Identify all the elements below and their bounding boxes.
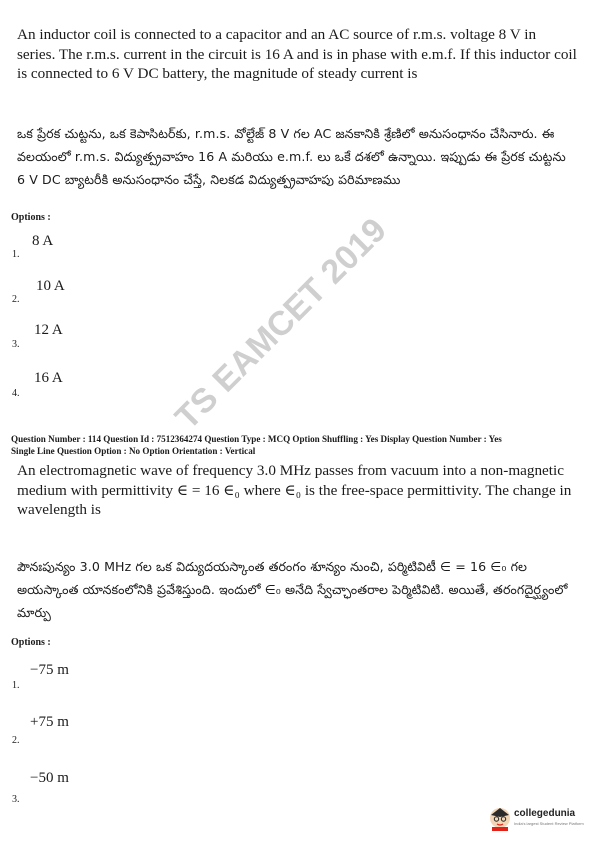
q2-option-3-value: −50 m	[30, 770, 69, 786]
options-label-2: Options :	[11, 637, 51, 648]
option-1-number: 1.	[12, 249, 20, 260]
brand-name: collegedunia	[514, 808, 576, 819]
brand-tagline: India's largest Student Review Platform	[514, 821, 584, 826]
question-meta-line-1: Question Number : 114 Question Id : 7512364274 Question Type : MCQ Option Shuffling : Yes Display Question Number : Yes	[11, 434, 502, 444]
q2-option-2-value: +75 m	[30, 714, 69, 730]
q2-option-1-value: −75 m	[30, 662, 69, 678]
q2-option-2-number: 2.	[12, 735, 20, 746]
student-avatar-icon	[488, 805, 512, 831]
question-1-telugu: ఒక ప్రేరక చుట్టను, ఒక కెపాసిటర్‌కు, r.m.s. వోల్టేజ్ 8 V గల AC జనకానికి శ్రేణిలో అనుసంధానం చేసినారు. ఈ వలయంలో r.m.s. విద్యుత్ప్రవాహం 16 A మరియు e.m.f. లు ఒకే దశలో ఉన్నాయి. ఇప్పుడు ఈ ప్రేరక చుట్టను 6 V DC బ్యాటరీకి అనుసంధానం చేస్తే, నిలకడ విద్యుత్ప్రవాహపు పరిమాణము	[17, 126, 566, 187]
options-label: Options :	[11, 212, 51, 223]
question-2-telugu: పౌనఃపున్యం 3.0 MHz గల ఒక విద్యుదయస్కాంత తరంగం శూన్యం నుంచి, పర్మిటివిటీ ∈ = 16 ∈₀ గల అయస్కాంత యానకంలోనికి ప్రవేశిస్తుంది. ఇందులో ∈₀ అనేది స్వేచ్ఛాంతరాల పెర్మిటివిటి. అయితే, తరంగదైర్ఘ్యంలో మార్పు	[17, 559, 568, 620]
question-meta-line-2: Single Line Question Option : No Option Orientation : Vertical	[11, 445, 256, 456]
option-4-value: 16 A	[34, 370, 63, 386]
question-1-english: An inductor coil is connected to a capacitor and an AC source of r.m.s. voltage 8 V in series. The r.m.s. current in the circuit is 16 A and is in phase with e.m.f. If this inductor coil is connected to 6 V DC battery, the magnitude of steady current is	[17, 26, 577, 82]
option-1-value: 8 A	[32, 233, 54, 249]
option-4-number: 4.	[12, 388, 20, 399]
option-2-value: 10 A	[36, 278, 65, 294]
option-2-number: 2.	[12, 294, 20, 305]
option-3-value: 12 A	[34, 322, 63, 338]
brand-logo	[488, 805, 588, 833]
question-meta	[11, 434, 573, 457]
q2-option-3-number: 3.	[12, 794, 20, 805]
option-3-number: 3.	[12, 339, 20, 350]
watermark: TS EAMCET 2019	[168, 210, 394, 437]
question-2-english: An electromagnetic wave of frequency 3.0 MHz passes from vacuum into a non-magnetic medium with permittivity ∈ = 16 ∈₀ where ∈₀ is the free-space permittivity. The change in wavelength is	[17, 462, 572, 518]
q2-option-1-number: 1.	[12, 680, 20, 691]
